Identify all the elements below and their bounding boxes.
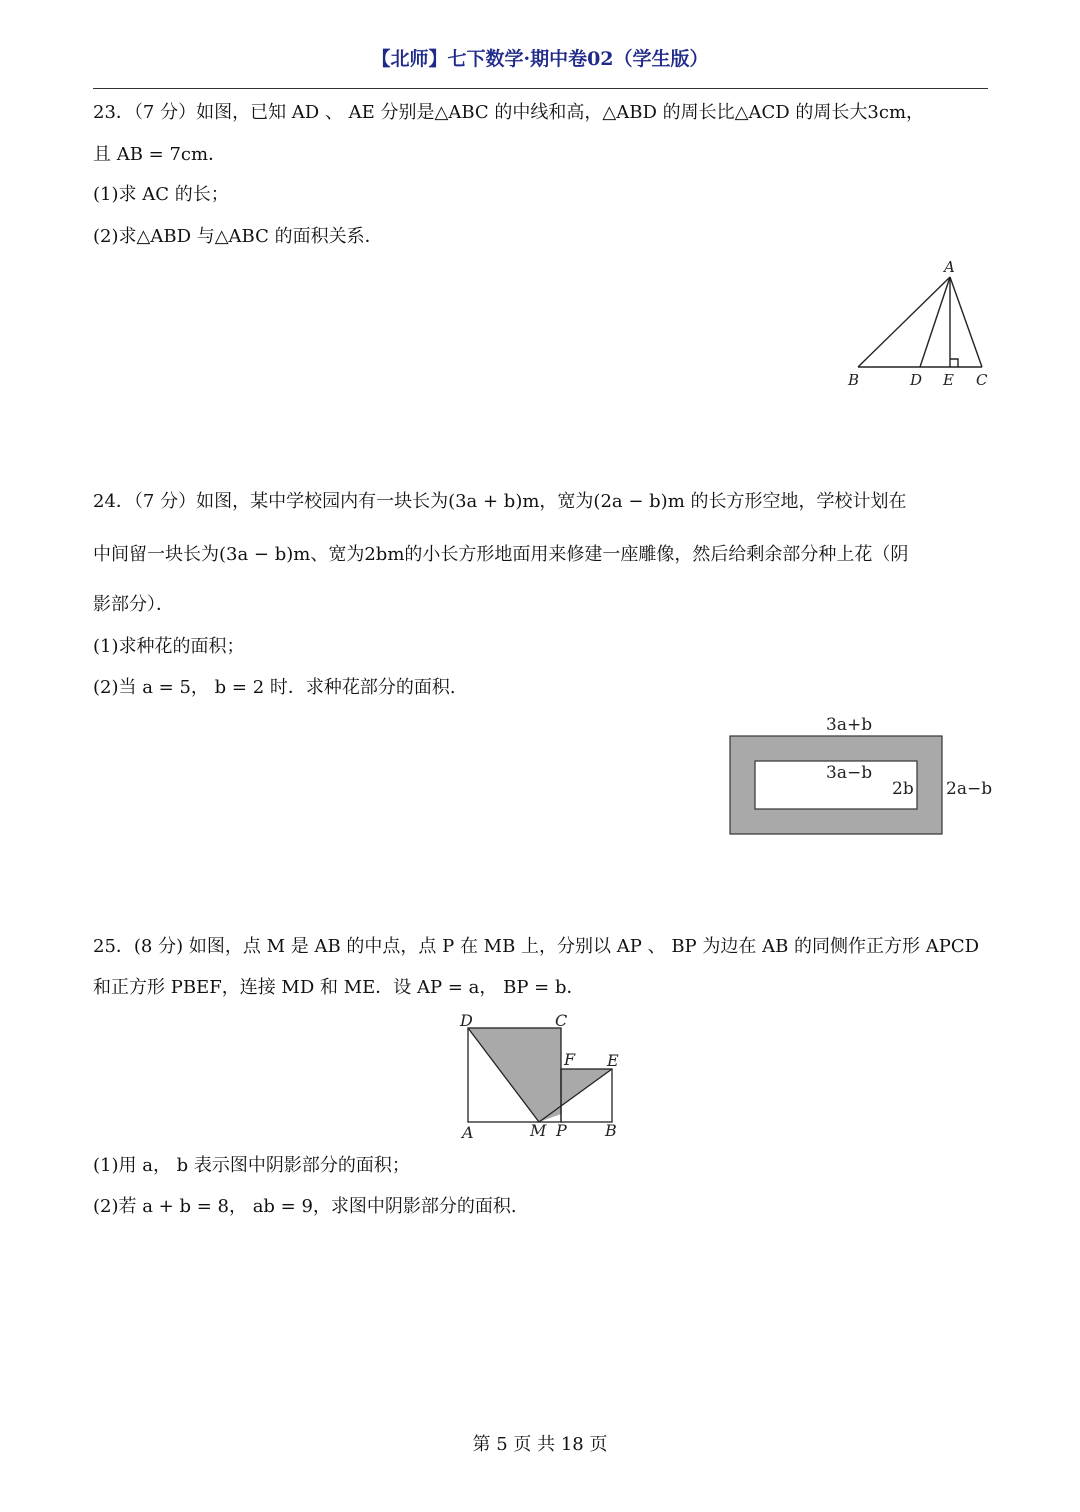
q23-label-E: E (943, 371, 954, 389)
q24-rectangle-figure (720, 710, 1000, 845)
q23-label-D: D (910, 371, 923, 389)
q25-part2: (2)若 a + b = 8， ab = 9，求图中阴影部分的面积. (93, 1196, 517, 1217)
q25-squares-figure (450, 1008, 630, 1143)
q24-stem-line2: 中间留一块长为(3a − b)m、宽为2bm的小长方形地面用来修建一座雕像，然后给剩余部分种上花（阴 (93, 544, 909, 565)
q23-label-B: B (848, 371, 860, 389)
q25-label-D: D (460, 1011, 473, 1030)
q24-stem-line1: 24．（7 分）如图，某中学校园内有一块长为(3a + b)m，宽为(2a − b)m 的长方形空地，学校计划在 (93, 491, 907, 512)
q23-part2: (2)求△ABD 与△ABC 的面积关系． (93, 226, 383, 247)
q25-stem-line1: 25．(8 分) 如图，点 M 是 AB 的中点，点 P 在 MB 上，分别以 AP 、 BP 为边在 AB 的同侧作正方形 APCD (93, 936, 980, 957)
q24-inner-length-label: 3a−b (826, 763, 873, 783)
q25-label-A: A (462, 1123, 474, 1142)
q25-stem-line2: 和正方形 PBEF，连接 MD 和 ME．设 AP = a， BP = b． (93, 977, 585, 998)
q25-label-M: M (530, 1121, 547, 1140)
q25-label-C: C (555, 1011, 568, 1030)
q23-triangle-figure (840, 255, 1000, 395)
q25-part1: (1)用 a， b 表示图中阴影部分的面积； (93, 1155, 410, 1176)
q23-part1: (1)求 AC 的长； (93, 184, 229, 205)
page-header-title: 【北师】七下数学·期中卷02（学生版） (371, 48, 709, 70)
q25-shaded-left (468, 1028, 561, 1122)
q25-label-F: F (564, 1050, 576, 1069)
header-divider (93, 88, 988, 89)
page-number: 第 5 页 共 18 页 (472, 1434, 608, 1455)
q25-label-E: E (607, 1051, 619, 1070)
q24-inner-width-label: 2b (892, 779, 914, 799)
q23-label-A: A (944, 258, 955, 276)
q24-outer-width-label: 2a−b (946, 779, 993, 799)
q24-part2: (2)当 a = 5， b = 2 时．求种花部分的面积. (93, 677, 456, 698)
q23-label-C: C (976, 371, 988, 389)
q24-part1: (1)求种花的面积； (93, 636, 245, 657)
q23-stem-line2: 且 AB = 7cm． (93, 144, 227, 165)
q24-stem-line3: 影部分）． (93, 594, 174, 615)
q25-label-B: B (605, 1121, 617, 1140)
q24-outer-length-label: 3a+b (826, 715, 873, 735)
q23-stem-line1: 23．（7 分）如图，已知 AD 、 AE 分别是△ABC 的中线和高，△ABD 的周长比△ACD 的周长大3cm， (93, 102, 925, 123)
q25-label-P: P (556, 1121, 567, 1140)
